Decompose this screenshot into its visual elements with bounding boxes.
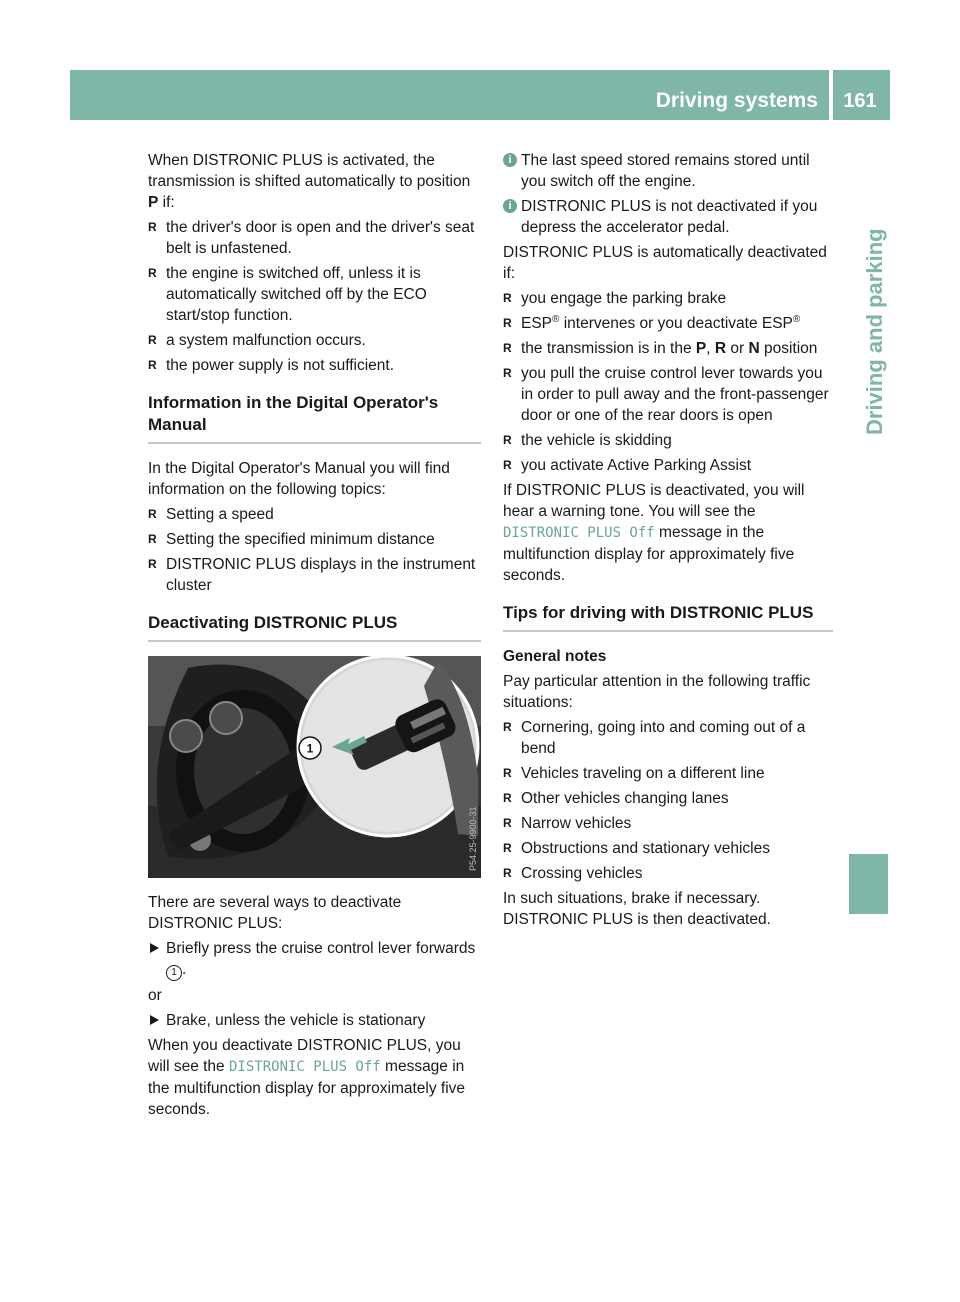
chapter-side-label: Driving and parking xyxy=(862,228,887,435)
display-message: DISTRONIC PLUS Off xyxy=(229,1059,381,1075)
list-item: R the power supply is not sufficient. xyxy=(148,355,481,376)
info-paragraph: In the Digital Operator's Manual you will find information on the following topics: xyxy=(148,460,450,498)
info-icon: i xyxy=(503,153,517,167)
right-column xyxy=(503,150,833,930)
list-item: R Setting a speed xyxy=(148,504,481,525)
heading-wrapper xyxy=(148,392,481,444)
figure-code: P54.25-9900-31 xyxy=(468,806,478,871)
list-item: R Setting the specified minimum distance xyxy=(148,529,481,550)
list-item: R the engine is switched off, unless it is automatically switched off by the ECO start/stop function. xyxy=(148,263,481,326)
heading-tips: Tips for driving with DISTRONIC PLUS xyxy=(503,602,833,632)
list-item: R the driver's door is open and the driver's seat belt is unfastened. xyxy=(148,217,481,259)
info-note: i The last speed stored remains stored until you switch off the engine. xyxy=(503,150,833,192)
info-icon: i xyxy=(503,199,517,213)
list-item: R DISTRONIC PLUS displays in the instrument cluster xyxy=(148,554,481,596)
heading-deactivating: Deactivating DISTRONIC PLUS xyxy=(148,612,481,642)
intro-paragraph: When DISTRONIC PLUS is activated, the transmission is shifted automatically to position P if: xyxy=(148,152,471,211)
info-note: i DISTRONIC PLUS is not deactivated if you depress the accelerator pedal. xyxy=(503,196,833,238)
list-item: R the vehicle is skidding xyxy=(503,430,833,451)
page-number: 161 xyxy=(843,90,877,112)
list-item: R you activate Active Parking Assist xyxy=(503,455,833,476)
auto-deactivation-paragraph: DISTRONIC PLUS is automatically deactivated if: xyxy=(503,244,827,282)
or-text: or xyxy=(148,987,162,1004)
closing-line: In such situations, brake if necessary. xyxy=(503,890,761,907)
list-item: R Crossing vehicles xyxy=(503,863,833,884)
closing-line: DISTRONIC PLUS is then deactivated. xyxy=(503,911,771,928)
deactivation-paragraph: When you deactivate DISTRONIC PLUS, you will see the DISTRONIC PLUS Off message in the multifunction display for approximately five seconds. xyxy=(148,1037,466,1118)
list-item: R the transmission is in the P, R or N position xyxy=(503,338,833,359)
subheading-general-notes: General notes xyxy=(503,648,607,665)
list-item: R Cornering, going into and coming out of a bend xyxy=(503,717,833,759)
instruction-step: Brake, unless the vehicle is stationary xyxy=(148,1010,481,1031)
ways-paragraph: There are several ways to deactivate DISTRONIC PLUS: xyxy=(148,894,402,932)
list-item: R a system malfunction occurs. xyxy=(148,330,481,351)
cruise-lever-figure xyxy=(148,656,481,878)
list-item: R Other vehicles changing lanes xyxy=(503,788,833,809)
instruction-step: Briefly press the cruise control lever forwards 1 . xyxy=(148,938,481,981)
list-item: R Vehicles traveling on a different line xyxy=(503,763,833,784)
steering-wheel-illustration xyxy=(148,656,481,878)
figure-callout-number: 1 xyxy=(306,741,314,756)
callout-reference: 1 xyxy=(166,965,182,981)
header-divider xyxy=(829,70,833,120)
heading-information: Information in the Digital Operator's Manual xyxy=(148,392,481,444)
list-item: R you pull the cruise control lever towards you in order to pull away and the front-passenger door or one of the rear doors is open xyxy=(503,363,833,426)
chapter-marker xyxy=(849,854,888,914)
heading-wrapper xyxy=(148,612,481,642)
left-column xyxy=(148,150,481,1124)
warning-paragraph: If DISTRONIC PLUS is deactivated, you will hear a warning tone. You will see the DISTRONIC PLUS Off message in the multifunction display for approximately five seconds. xyxy=(503,482,805,584)
list-item: R you engage the parking brake xyxy=(503,288,833,309)
general-paragraph: Pay particular attention in the following traffic situations: xyxy=(503,673,811,711)
list-item: R ESP® intervenes or you deactivate ESP® xyxy=(503,313,833,334)
heading-wrapper xyxy=(503,602,833,632)
section-title: Driving systems xyxy=(655,89,818,112)
display-message: DISTRONIC PLUS Off xyxy=(503,525,655,541)
list-item: R Obstructions and stationary vehicles xyxy=(503,838,833,859)
list-item: R Narrow vehicles xyxy=(503,813,833,834)
